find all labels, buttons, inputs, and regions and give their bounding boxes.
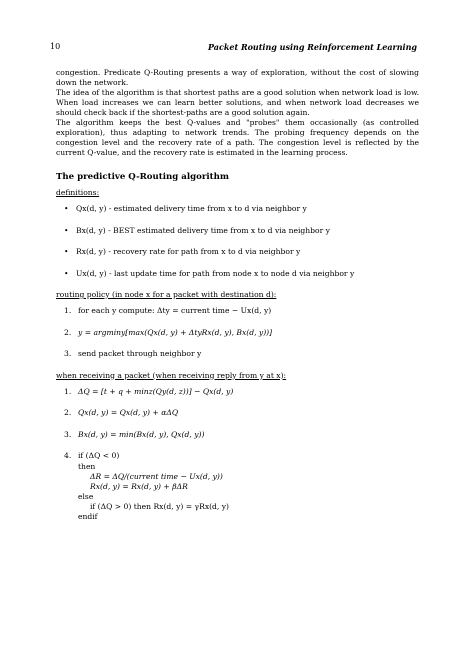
intro-paragraph-3: The algorithm keeps the best Q-values and "probes" them occasionally (as controlled exploration), thus adapting to network trends. The probing frequency depends on the congestion level and the recovery rate of a path. The congestion level is reflected by the current Q-value, and the recovery rate is estimated in the learning process. xyxy=(56,118,419,157)
intro-paragraph-1: congestion. Predicate Q-Routing presents a way of exploration, without the cost of slowing down the network. xyxy=(56,68,419,87)
page-header xyxy=(50,42,417,54)
section-title: The predictive Q-Routing algorithm xyxy=(56,172,229,182)
endif-label: endif xyxy=(78,512,98,521)
routing-policy-label: routing policy (in node x for a packet with destination d): xyxy=(56,290,277,299)
page-number: 10 xyxy=(50,42,61,51)
then-label: then xyxy=(78,462,96,471)
policy-step: 3. send packet through neighbor y xyxy=(64,349,202,358)
else-line: if (ΔQ > 0) then Rx(d, y) = γRx(d, y) xyxy=(90,502,230,511)
then-block xyxy=(78,462,419,522)
definitions-label: definitions: xyxy=(56,188,100,197)
else-label: else xyxy=(78,492,94,501)
on-reply-steps xyxy=(56,387,419,523)
definition-item: • Bx(d, y) - BEST estimated delivery time from x to d via neighbor y xyxy=(64,226,419,236)
policy-step: 2. y = argminy[max(Qx(d, y) + ΔtyRx(d, y), Bx(d, y))] xyxy=(64,327,273,337)
update-step: 3. Bx(d, y) = min(Bx(d, y), Qx(d, y)) xyxy=(64,429,205,439)
then-line: Rx(d, y) = Rx(d, y) + βΔR xyxy=(90,482,188,491)
running-title: Packet Routing using Reinforcement Learning xyxy=(207,42,417,52)
routing-policy-steps xyxy=(56,306,419,359)
definitions-list xyxy=(56,204,419,279)
page-body xyxy=(56,68,419,522)
update-step: 2. Qx(d, y) = Qx(d, y) + αΔQ xyxy=(64,408,179,417)
on-reply-label: when receiving a packet (when receiving reply from y at x): xyxy=(56,370,287,380)
definition-item: • Ux(d, y) - last update time for path from node x to node d via neighbor y xyxy=(64,269,419,279)
definition-item: • Qx(d, y) - estimated delivery time from x to d via neighbor y xyxy=(64,204,419,214)
then-line: ΔR = ΔQ/(current time − Ux(d, y)) xyxy=(90,472,223,481)
definition-item: • Rx(d, y) - recovery rate for path from x to d via neighbor y xyxy=(64,247,419,257)
update-step: 4. if (ΔQ < 0) then ΔR = ΔQ/(current time − Ux(d, y)) Rx(d, y) = Rx(d, y) + βΔR else if (ΔQ > 0) then Rx(d, y) = γRx(d, y) endif xyxy=(64,451,419,522)
intro-paragraph-2: The idea of the algorithm is that shortest paths are a good solution when network load is low. When load increases we can learn better solutions, and when network load decreases we should check back if the shortest-paths are a good solution again. xyxy=(56,88,419,117)
update-step: 1. ΔQ = [t + q + minz(Qy(d, z))] − Qx(d, y) xyxy=(64,386,234,396)
policy-step: 1. for each y compute: Δty = current time − Ux(d, y) xyxy=(64,306,272,315)
